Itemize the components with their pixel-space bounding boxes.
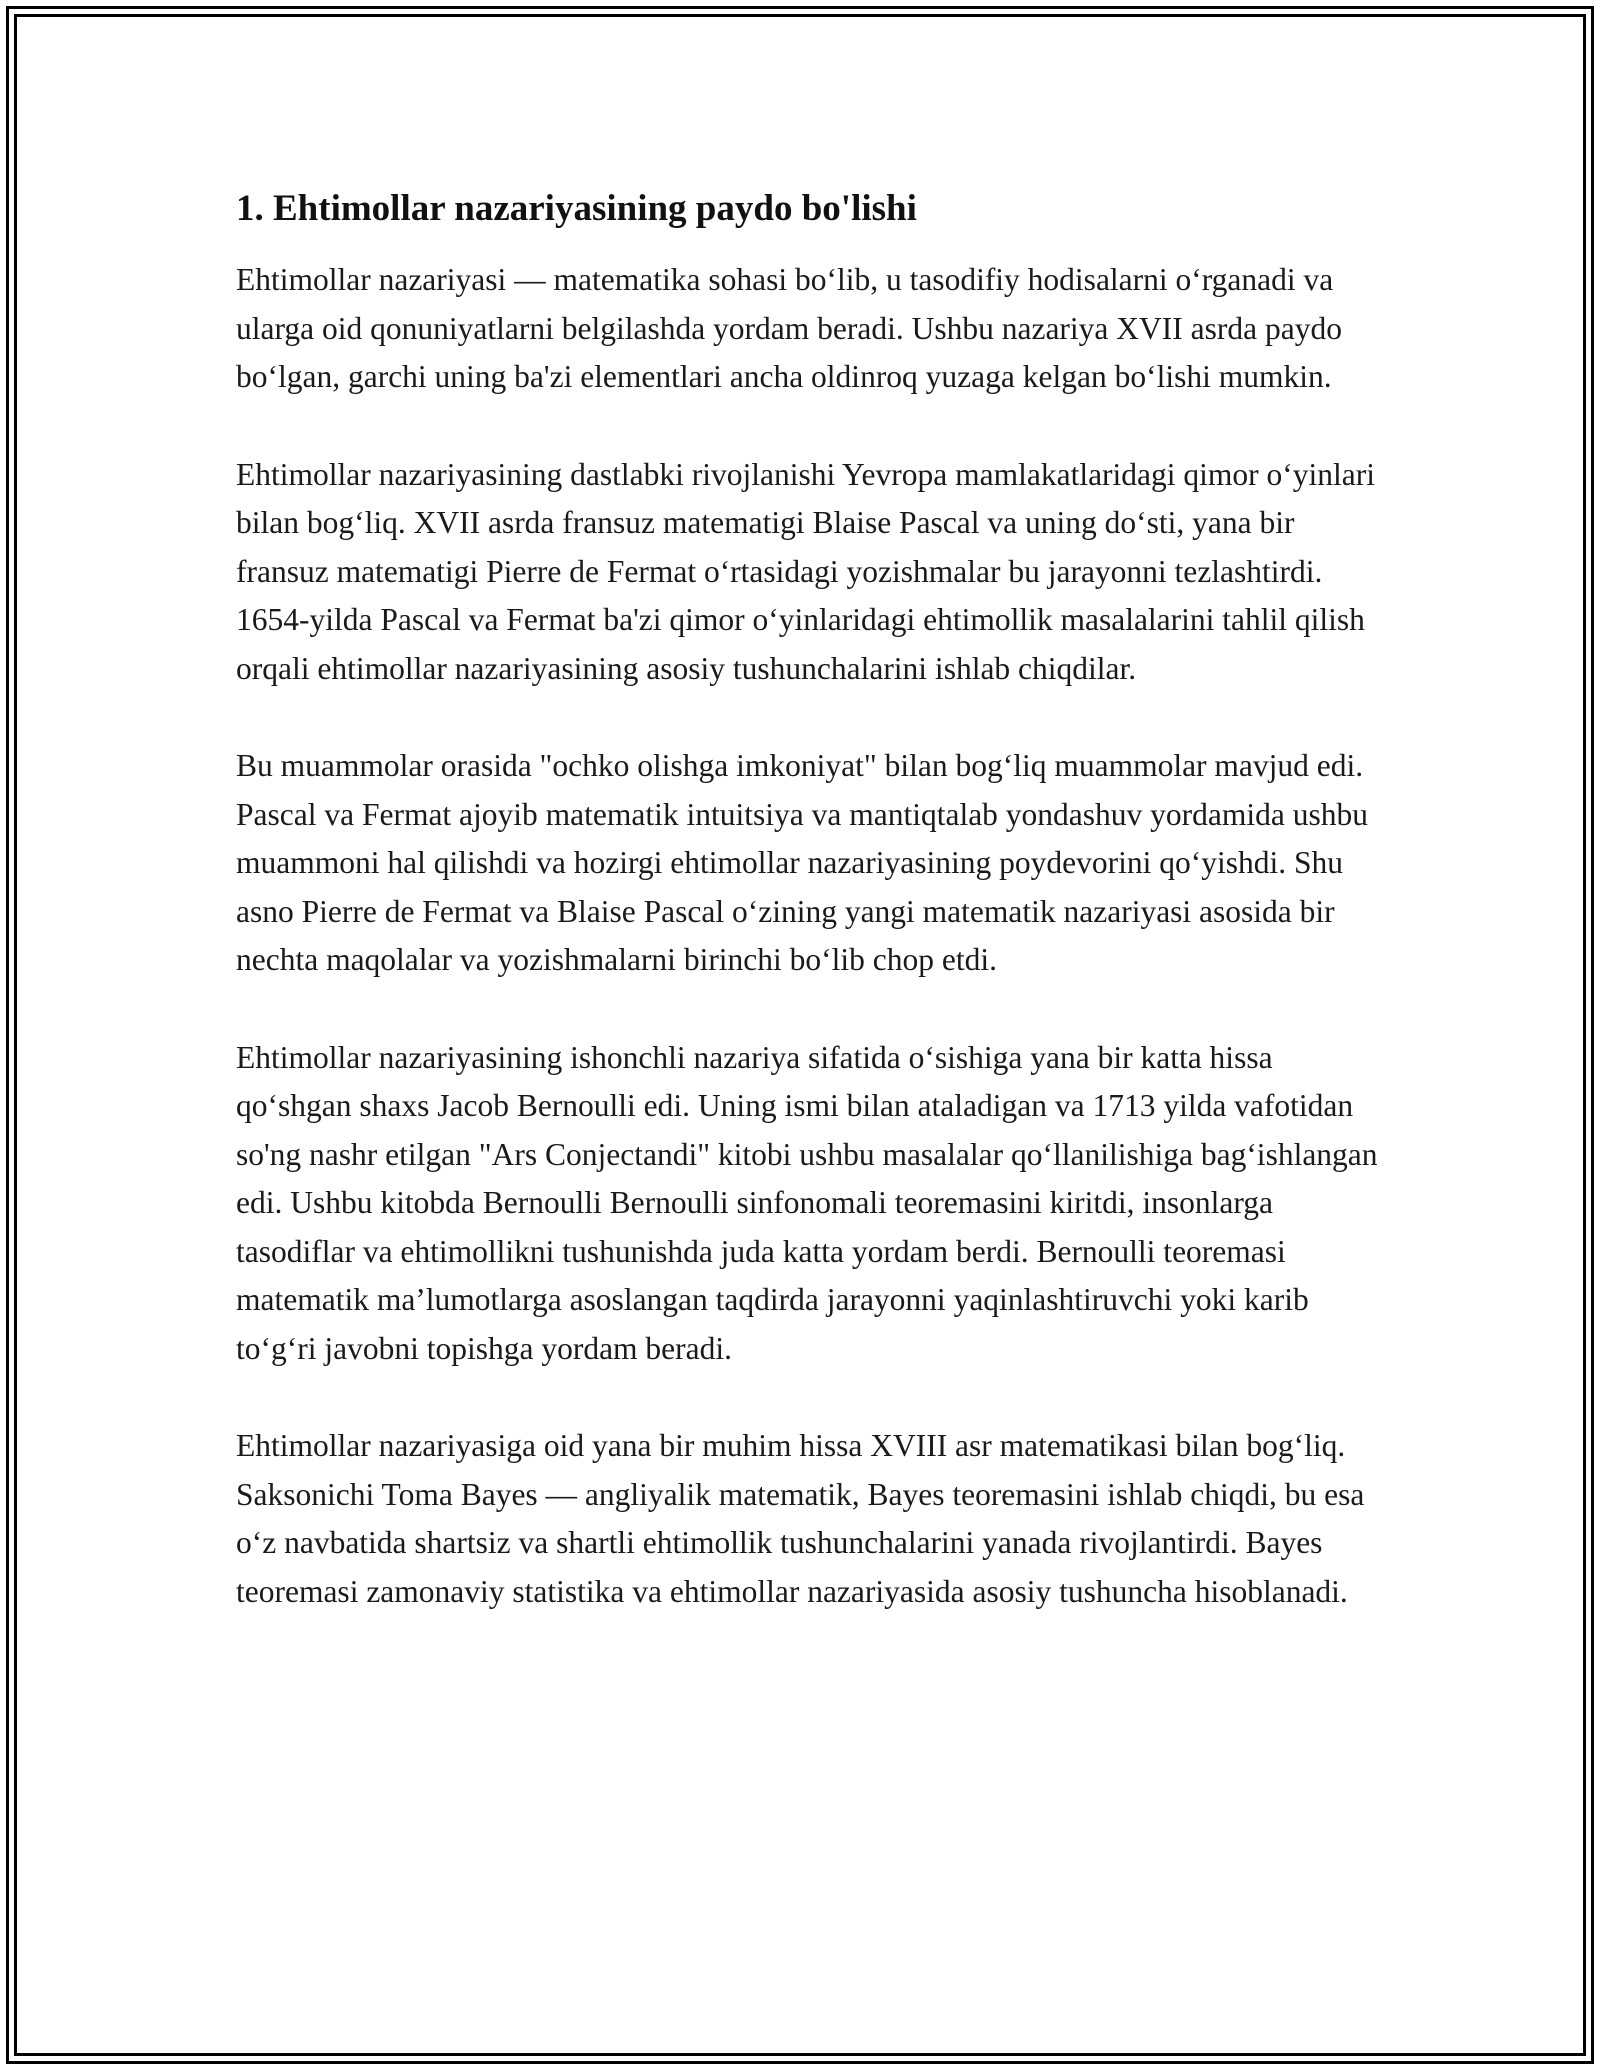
- paragraph-2: Ehtimollar nazariyasining dastlabki rivojlanishi Yevropa mamlakatlaridagi qimor o‘yinlari bilan bog‘liq. XVII asrda fransuz matematigi Blaise Pascal va uning do‘sti, yana bir fransuz matematigi Pierre de Fermat o‘rtasidagi yozishmalar bu jarayonni tezlashtirdi. 1654-yilda Pascal va Fermat ba'zi qimor o‘yinlaridagi ehtimollik masalalarini tahlil qilish orqali ehtimollar nazariyasining asosiy tushunchalarini ishlab chiqdilar.: [236, 456, 1375, 686]
- paragraph-4: Ehtimollar nazariyasining ishonchli nazariya sifatida o‘sishiga yana bir katta hissa qo‘shgan shaxs Jacob Bernoulli edi. Uning ismi bilan ataladigan va 1713 yilda vafotidan so'ng nashr etilgan "Ars Conjectandi" kitobi ushbu masalalar qo‘llanilishiga bag‘ishlangan edi. Ushbu kitobda Bernoulli Bernoulli sinfonomali teoremasini kiritdi, insonlarga tasodiflar va ehtimollikni tushunishda juda katta yordam berdi. Bernoulli teoremasi matematik ma’lumotlarga asoslangan taqdirda jarayonni yaqinlashtiruvchi yoki karib to‘g‘ri javobni topishga yordam beradi.: [236, 1039, 1378, 1366]
- paragraph-5: Ehtimollar nazariyasiga oid yana bir muhim hissa XVIII asr matematikasi bilan bog‘liq. Saksonichi Toma Bayes — angliyalik matematik, Bayes teoremasini ishlab chiqdi, bu esa o‘z navbatida shartsiz va shartli ehtimollik tushunchalarini yanada rivojlantirdi. Bayes teoremasi zamonaviy statistika va ehtimollar nazariyasida asosiy tushuncha hisoblanadi.: [236, 1428, 1365, 1609]
- page-title: 1. Ehtimollar nazariyasining paydo bo'lishi: [236, 188, 917, 229]
- document-body: [236, 185, 1386, 1665]
- paragraph-3: Bu muammolar orasida "ochko olishga imkoniyat" bilan bog‘liq muammolar mavjud edi. Pascal va Fermat ajoyib matematik intuitsiya va mantiqtalab yondashuv yordamida ushbu muammoni hal qilishdi va hozirgi ehtimollar nazariyasining poydevorini qo‘yishdi. Shu asno Pierre de Fermat va Blaise Pascal o‘zining yangi matematik nazariyasi asosida bir nechta maqolalar va yozishmalarni birinchi bo‘lib chop etdi.: [236, 748, 1369, 977]
- paragraph-1: Ehtimollar nazariyasi — matematika sohasi bo‘lib, u tasodifiy hodisalarni o‘rganadi va ularga oid qonuniyatlarni belgilashda yordam beradi. Ushbu nazariya XVII asrda paydo bo‘lgan, garchi uning ba'zi elementlari ancha oldinroq yuzaga kelgan bo‘lishi mumkin.: [236, 262, 1342, 394]
